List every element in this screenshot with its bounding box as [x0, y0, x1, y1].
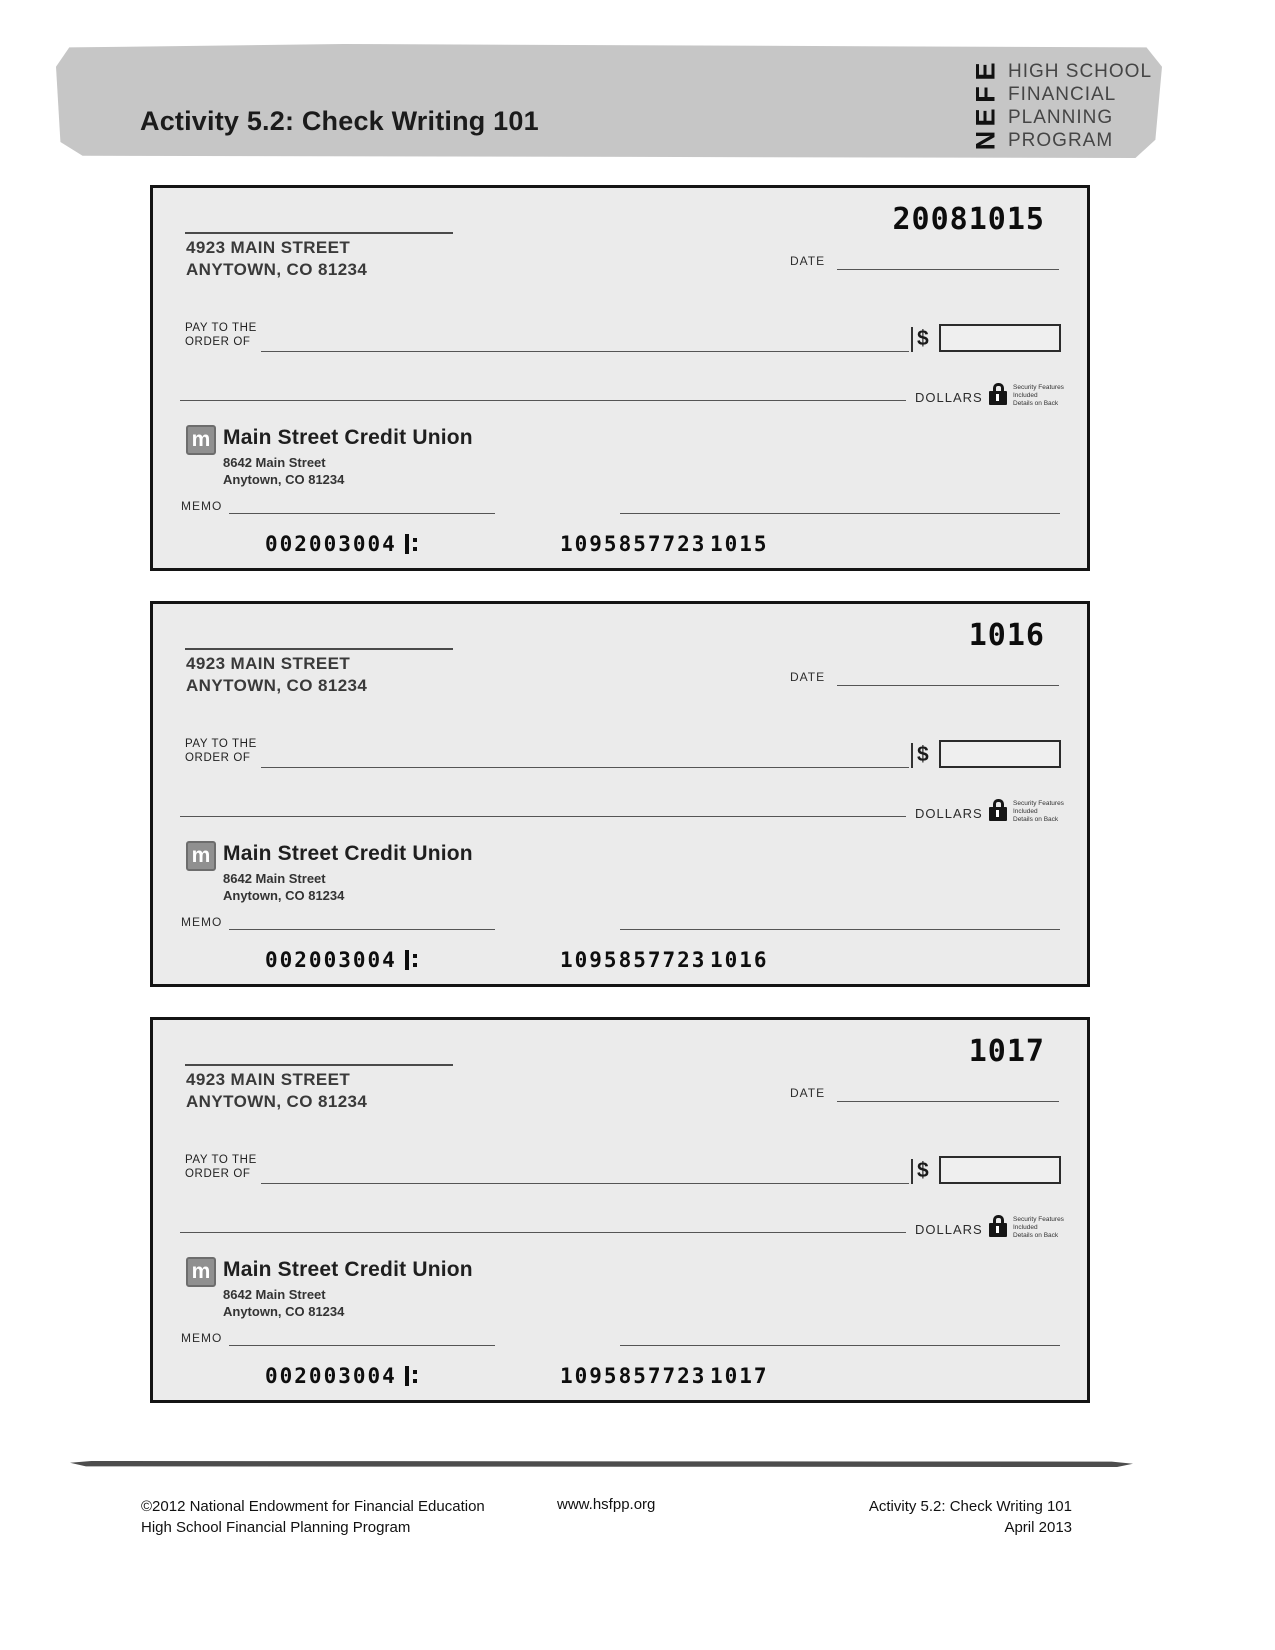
footer-copyright-line2: High School Financial Planning Program — [141, 1519, 411, 1536]
memo-blank-line — [229, 929, 495, 930]
nefe-acronym — [970, 60, 1001, 152]
bank-name: Main Street Credit Union — [223, 426, 473, 449]
payer-address-line1: 4923 MAIN STREET — [186, 238, 351, 257]
lock-body — [989, 391, 1007, 405]
bank-address — [223, 1286, 344, 1320]
date-label: DATE — [790, 254, 826, 268]
pay-to-label-line1: PAY TO THE — [185, 1154, 257, 1166]
bank-address-line1: 8642 Main Street — [223, 1287, 326, 1302]
check-number: 1017 — [968, 1034, 1045, 1069]
dollars-label: DOLLARS — [915, 390, 983, 405]
amount-box — [939, 324, 1061, 352]
micr-check-number: 1015 — [710, 532, 769, 556]
written-amount-line — [180, 1232, 906, 1233]
dollar-sign: $ — [917, 1159, 929, 1182]
bank-name: Main Street Credit Union — [223, 842, 473, 865]
logo-line: PLANNING — [1008, 107, 1114, 128]
lock-body — [989, 807, 1007, 821]
payer-name-blank-line — [185, 1064, 453, 1066]
security-note-line: Security Features — [1013, 1216, 1064, 1223]
security-note-line: Included — [1013, 808, 1038, 815]
payer-name-blank-line — [185, 232, 453, 234]
pay-to-label-line2: ORDER OF — [185, 336, 251, 348]
nefe-letter: E — [970, 62, 1001, 81]
memo-label: MEMO — [181, 1331, 223, 1345]
nefe-letter: F — [970, 86, 1001, 103]
security-note — [1013, 1216, 1075, 1240]
written-amount-line — [180, 400, 906, 401]
micr-routing-number: 002003004 — [265, 1364, 397, 1388]
payer-address-line1: 4923 MAIN STREET — [186, 1070, 351, 1089]
pay-to-label-line2: ORDER OF — [185, 1168, 251, 1180]
bank-logo: m — [186, 1257, 216, 1287]
dollar-sign: $ — [917, 743, 929, 766]
bank-address-line1: 8642 Main Street — [223, 455, 326, 470]
lock-shackle — [993, 1215, 1004, 1223]
bank-address-line2: Anytown, CO 81234 — [223, 472, 345, 487]
nefe-logo — [970, 60, 1153, 152]
payee-blank-line — [261, 767, 909, 768]
security-lock-icon — [988, 799, 1008, 824]
bank-logo: m — [186, 425, 216, 455]
micr-routing — [265, 1364, 418, 1388]
pay-to-label-line1: PAY TO THE — [185, 322, 257, 334]
memo-blank-line — [229, 513, 495, 514]
amount-tick-mark — [911, 327, 913, 352]
security-note-line: Security Features — [1013, 384, 1064, 391]
payer-name-blank-line — [185, 648, 453, 650]
written-amount-line — [180, 816, 906, 817]
footer-copyright — [141, 1496, 485, 1538]
lock-shackle — [993, 799, 1004, 807]
footer-copyright-line1: ©2012 National Endowment for Financial Education — [141, 1498, 485, 1515]
micr-routing — [265, 948, 418, 972]
security-note-line: Included — [1013, 1224, 1038, 1231]
date-blank-line — [837, 685, 1059, 686]
pay-to-label-line2: ORDER OF — [185, 752, 251, 764]
logo-line: FINANCIAL — [1008, 84, 1117, 105]
memo-label: MEMO — [181, 499, 223, 513]
memo-blank-line — [229, 1345, 495, 1346]
security-note-line: Included — [1013, 392, 1038, 399]
micr-onus-icon — [405, 950, 418, 970]
date-label: DATE — [790, 1086, 826, 1100]
amount-box — [939, 740, 1061, 768]
lock-body — [989, 1223, 1007, 1237]
bank-address-line2: Anytown, CO 81234 — [223, 1304, 345, 1319]
bank-logo: m — [186, 841, 216, 871]
security-note-line: Details on Back — [1013, 816, 1059, 823]
pay-to-label — [185, 1153, 257, 1181]
pay-to-label — [185, 737, 257, 765]
date-blank-line — [837, 269, 1059, 270]
bank-address — [223, 454, 344, 488]
amount-box — [939, 1156, 1061, 1184]
footer-activity-line2: April 2013 — [1004, 1519, 1072, 1536]
payee-blank-line — [261, 1183, 909, 1184]
micr-routing — [265, 532, 418, 556]
check-number: 20081015 — [892, 202, 1045, 237]
lock-shackle — [993, 383, 1004, 391]
signature-blank-line — [620, 513, 1060, 514]
payer-address-line2: ANYTOWN, CO 81234 — [186, 676, 368, 695]
nefe-letter: N — [970, 130, 1001, 151]
date-blank-line — [837, 1101, 1059, 1102]
pay-to-label — [185, 321, 257, 349]
bank-address — [223, 870, 344, 904]
security-lock-icon — [988, 383, 1008, 408]
footer-activity-line1: Activity 5.2: Check Writing 101 — [868, 1498, 1072, 1515]
logo-line: PROGRAM — [1008, 130, 1114, 151]
micr-onus-icon — [405, 534, 418, 554]
payer-address-line2: ANYTOWN, CO 81234 — [186, 1092, 368, 1111]
bank-address-line2: Anytown, CO 81234 — [223, 888, 345, 903]
pay-to-label-line1: PAY TO THE — [185, 738, 257, 750]
micr-onus-icon — [405, 1366, 418, 1386]
security-note-line: Details on Back — [1013, 400, 1059, 407]
amount-tick-mark — [911, 743, 913, 768]
payee-blank-line — [261, 351, 909, 352]
micr-check-number: 1017 — [710, 1364, 769, 1388]
dollars-label: DOLLARS — [915, 806, 983, 821]
memo-label: MEMO — [181, 915, 223, 929]
security-note-line: Details on Back — [1013, 1232, 1059, 1239]
security-lock-icon — [988, 1215, 1008, 1240]
security-note — [1013, 800, 1075, 824]
footer-activity-info — [869, 1496, 1072, 1538]
bank-address-line1: 8642 Main Street — [223, 871, 326, 886]
footer-divider — [70, 1461, 1133, 1467]
dollar-sign: $ — [917, 327, 929, 350]
page-title: Activity 5.2: Check Writing 101 — [140, 106, 539, 136]
micr-account-number: 1095857723 — [560, 948, 707, 972]
security-note-line: Security Features — [1013, 800, 1064, 807]
micr-check-number: 1016 — [710, 948, 769, 972]
check-3 — [150, 1017, 1090, 1403]
micr-account-number: 1095857723 — [560, 532, 707, 556]
footer-website: www.hsfpp.org — [557, 1496, 656, 1513]
payer-address-line2: ANYTOWN, CO 81234 — [186, 260, 368, 279]
check-1 — [150, 185, 1090, 571]
nefe-logo-text — [1008, 60, 1152, 152]
micr-account-number: 1095857723 — [560, 1364, 707, 1388]
security-note — [1013, 384, 1075, 408]
signature-blank-line — [620, 1345, 1060, 1346]
check-number: 1016 — [968, 618, 1045, 653]
amount-tick-mark — [911, 1159, 913, 1184]
micr-routing-number: 002003004 — [265, 532, 397, 556]
signature-blank-line — [620, 929, 1060, 930]
logo-line: HIGH SCHOOL — [1008, 61, 1153, 82]
date-label: DATE — [790, 670, 826, 684]
nefe-letter: E — [970, 108, 1001, 127]
payer-address-line1: 4923 MAIN STREET — [186, 654, 351, 673]
bank-name: Main Street Credit Union — [223, 1258, 473, 1281]
check-2 — [150, 601, 1090, 987]
dollars-label: DOLLARS — [915, 1222, 983, 1237]
micr-routing-number: 002003004 — [265, 948, 397, 972]
